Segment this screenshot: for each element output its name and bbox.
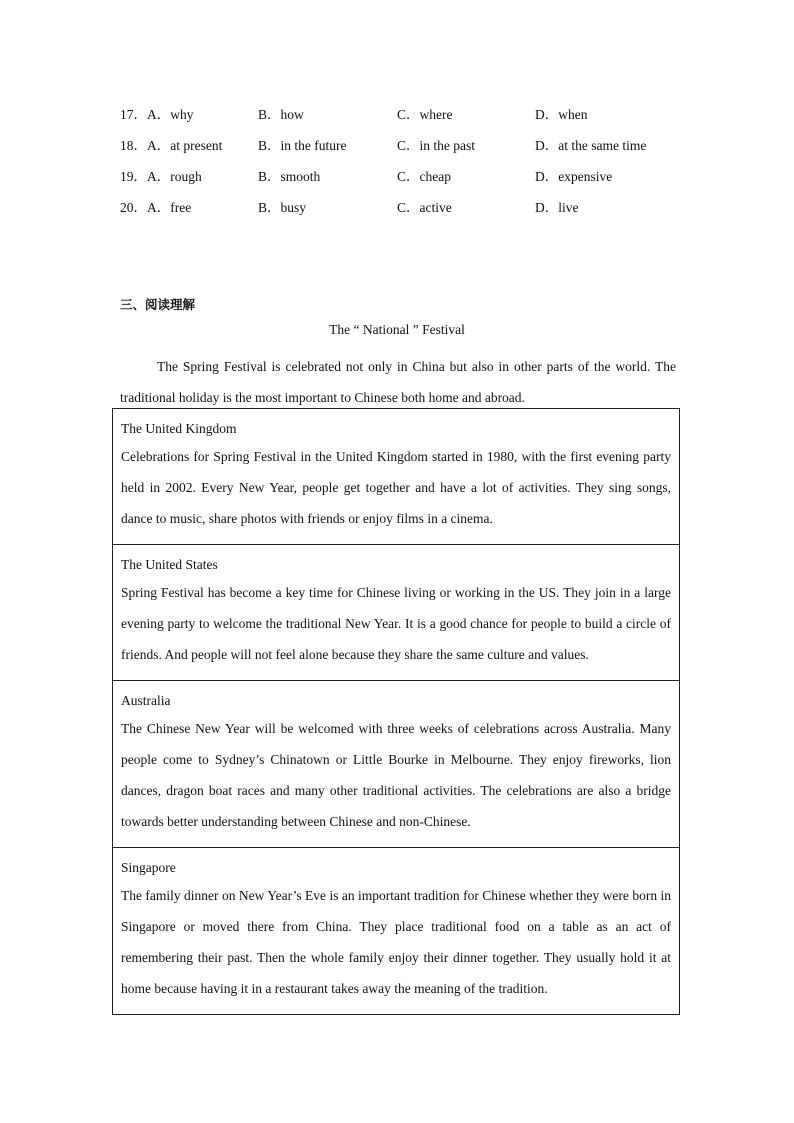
option-b: B．how: [258, 107, 304, 122]
question-row-19: [120, 165, 720, 185]
box-heading: The United States: [121, 557, 218, 572]
box-heading: Australia: [121, 693, 171, 708]
intro-paragraph: The Spring Festival is celebrated not only in China but also in other parts of the world. The traditional holiday is the most important to Chinese both home and abroad.: [120, 359, 676, 405]
option-c: C．cheap: [397, 169, 451, 184]
option-d: D．expensive: [535, 169, 613, 184]
option-b: B．smooth: [258, 169, 321, 184]
box-heading: The United Kingdom: [121, 421, 237, 436]
question-row-20: [120, 196, 720, 216]
option-c: C．where: [397, 107, 453, 122]
country-box-us: [112, 544, 680, 681]
option-a: 17．A．why: [120, 107, 194, 122]
option-b: B．in the future: [258, 138, 347, 153]
option-b: B．busy: [258, 200, 307, 215]
question-row-18: [120, 134, 720, 154]
option-a: 19．A．rough: [120, 169, 202, 184]
option-c: C．in the past: [397, 138, 475, 153]
section-heading: 三、阅读理解: [120, 297, 196, 312]
country-box-uk: [112, 408, 680, 545]
box-text: Spring Festival has become a key time for Chinese living or working in the US. They join in a large evening party to welcome the traditional New Year. It is a good chance for people to build a circle of friends. And people will not feel alone because they share the same culture and values.: [121, 585, 671, 662]
box-text: The Chinese New Year will be welcomed with three weeks of celebrations across Australia. Many people come to Sydney’s Chinatown or Little Bourke in Melbourne. They enjoy fireworks, lion dances, dragon boat races and many other traditional activities. The celebrations are also a bridge towards better understanding between Chinese and non-Chinese.: [121, 721, 671, 829]
box-heading: Singapore: [121, 860, 176, 875]
box-text: The family dinner on New Year’s Eve is an important tradition for Chinese whether they were born in Singapore or moved there from China. They place traditional food on a table as an act of remembering their past. Then the whole family enjoy their dinner together. They usually hold it at home because having it in a restaurant takes away the meaning of the tradition.: [121, 888, 671, 996]
option-a: 18．A．at present: [120, 138, 223, 153]
option-d: D．when: [535, 107, 588, 122]
option-d: D．at the same time: [535, 138, 647, 153]
option-a: 20．A．free: [120, 200, 192, 215]
passage-title: The “ National ” Festival: [329, 322, 465, 337]
question-row-17: [120, 103, 720, 123]
option-c: C．active: [397, 200, 452, 215]
option-d: D．live: [535, 200, 579, 215]
country-box-australia: [112, 680, 680, 848]
country-box-singapore: [112, 847, 680, 1015]
box-text: Celebrations for Spring Festival in the United Kingdom started in 1980, with the first evening party held in 2002. Every New Year, people get together and have a lot of activities. They sing songs, dance to music, share photos with friends or enjoy films in a cinema.: [121, 449, 671, 526]
